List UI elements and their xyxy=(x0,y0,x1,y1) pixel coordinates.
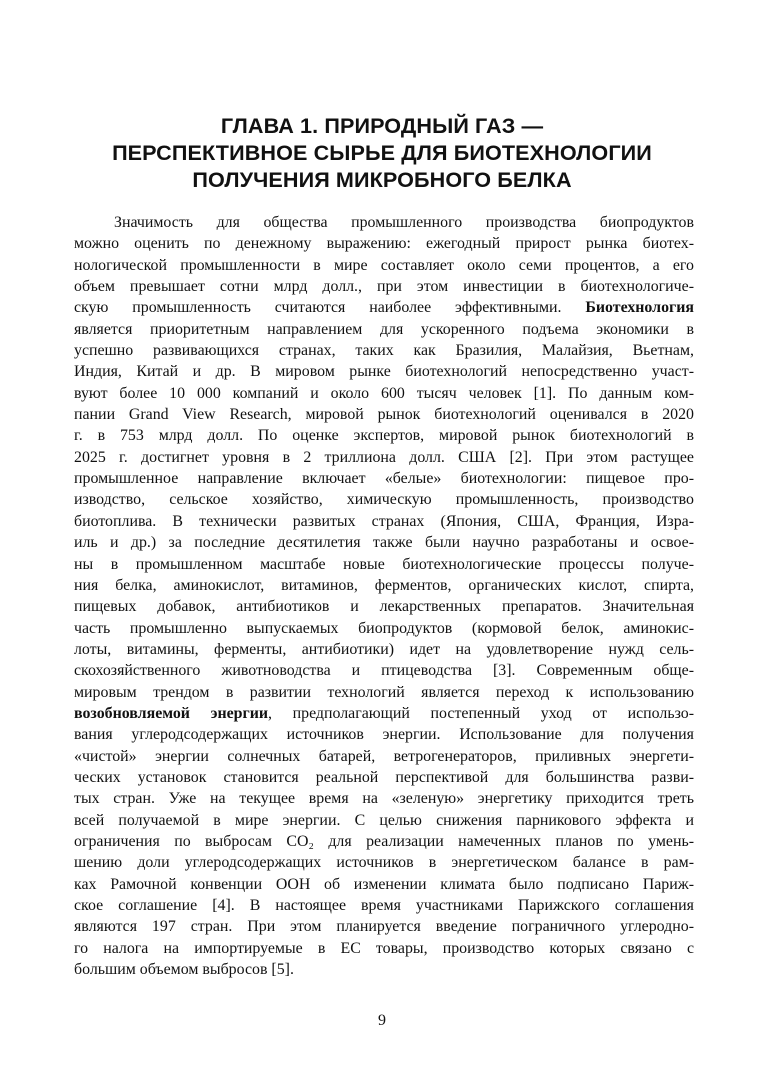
text-line: можно оценить по денежному выражению: ежегодный прирост рынка биотех- xyxy=(74,235,694,253)
text-line: промышленное направление включает «белые» биотехнологии: пищевое про- xyxy=(74,470,694,488)
text-line: всей получаемой в мире энергии. С целью снижения парникового эффекта и xyxy=(74,811,694,829)
text-line: пании Grand View Research, мировой рынок биотехнологий оценивался в 2020 xyxy=(74,406,694,424)
text-line: лоты, витамины, ферменты, антибиотики) идет на удовлетворение нужд сель- xyxy=(74,640,694,658)
text-line: «чистой» энергии солнечных батарей, ветрогенераторов, приливных энергети- xyxy=(74,747,694,765)
text-line: Значимость для общества промышленного производства биопродуктов xyxy=(114,214,694,231)
text-line: 2025 г. достигнет уровня в 2 триллиона долл. США [2]. При этом растущее xyxy=(74,448,694,466)
text-line: ограничения по выбросам CO₂ для реализации намеченных планов по умень- xyxy=(74,832,694,850)
chapter-title-line: ГЛАВА 1. ПРИРОДНЫЙ ГАЗ — xyxy=(220,113,544,138)
text-line: шению доли углеродсодержащих источников в энергетическом балансе в рам- xyxy=(74,854,694,872)
chapter-title xyxy=(60,112,704,193)
page-number: 9 xyxy=(378,1012,386,1029)
bold-term-biotechnology: Биотехнология xyxy=(585,299,694,317)
text-line: мировым трендом в развитии технологий является переход к использованию xyxy=(74,683,694,701)
text-line: биотоплива. В технически развитых странах (Япония, США, Франция, Изра- xyxy=(74,512,694,530)
text-line: ния белка, аминокислот, витаминов, ферментов, органических кислот, спирта, xyxy=(74,576,694,594)
text-line: тых стран. Уже на текущее время на «зеленую» энергетику приходится треть xyxy=(74,790,694,808)
text-line: вания углеродсодержащих источников энергии. Использование для получения xyxy=(74,726,694,744)
chapter-title-line: ПОЛУЧЕНИЯ МИКРОБНОГО БЕЛКА xyxy=(192,167,572,192)
text-line: го налога на импортируемые в ЕС товары, производство которых связано с xyxy=(74,939,694,957)
text-line: Индия, Китай и др. В мировом рынке биотехнологий непосредственно участ- xyxy=(74,363,694,381)
text-line: ны в промышленном масштабе новые биотехнологические процессы получе- xyxy=(74,555,694,573)
text-line: нологической промышленности в мире составляет около семи процентов, а его xyxy=(74,256,694,274)
text-line: вуют более 10 000 компаний и около 600 тысяч человек [1]. По данным ком- xyxy=(74,384,694,402)
text-line: иль и др.) за последние десятилетия также были научно разработаны и освое- xyxy=(74,534,694,552)
text-line: является приоритетным направлением для ускоренного подъема экономики в xyxy=(74,320,694,338)
text-line: ках Рамочной конвенции ООН об изменении климата было подписано Париж- xyxy=(74,875,694,893)
text-line: часть промышленно выпускаемых биопродуктов (кормовой белок, аминокис- xyxy=(74,619,694,637)
text-line xyxy=(74,297,694,318)
chapter-title-line: ПЕРСПЕКТИВНОЕ СЫРЬЕ ДЛЯ БИОТЕХНОЛОГИИ xyxy=(112,140,652,165)
text-line: скохозяйственного животноводства и птицеводства [3]. Современным обще- xyxy=(74,662,694,680)
text-line: большим объемом выбросов [5]. xyxy=(74,961,294,979)
text-line: изводство, сельское хозяйство, химическую промышленность, производство xyxy=(74,491,694,509)
text-line xyxy=(74,703,694,724)
text-line: успешно развивающихся странах, таких как Бразилия, Малайзия, Вьетнам, xyxy=(74,342,694,360)
text-line: являются 197 стран. При этом планируется введение пограничного углеродно- xyxy=(74,918,694,936)
text-line-part: , предполагающий постепенный уход от использо- xyxy=(268,704,694,722)
body-paragraph xyxy=(74,212,694,980)
text-line: ское соглашение [4]. В настоящее время участниками Парижского соглашения xyxy=(74,897,694,914)
text-line-part: скую промышленность считаются наиболее эффективными. xyxy=(74,299,562,317)
text-line: объем превышает сотни млрд долл., при этом инвестиции в биотехнологиче- xyxy=(74,278,694,296)
text-line: пищевых добавок, антибиотиков и лекарственных препаратов. Значительная xyxy=(74,598,694,616)
text-line: ческих установок становится реальной перспективой для большинства разви- xyxy=(74,768,694,786)
text-line: г. в 753 млрд долл. По оценке экспертов, мировой рынок биотехнологий в xyxy=(74,427,694,445)
bold-term-renewable-energy: возобновляемой энергии xyxy=(74,704,269,722)
